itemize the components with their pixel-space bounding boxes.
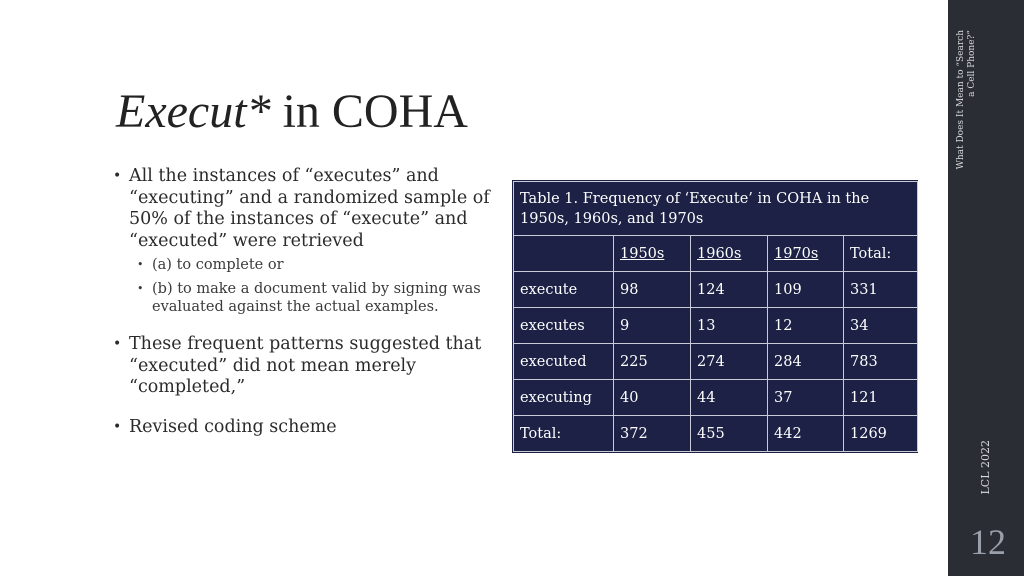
- sidebar-event: [978, 440, 996, 500]
- bullet-dot-icon: •: [113, 168, 122, 184]
- table-header-cell: Total:: [844, 236, 918, 272]
- sub-bullet-text: (b) to make a document valid by signing was evaluated against the actual examples.: [152, 281, 481, 315]
- table-row: [514, 272, 918, 308]
- table-cell: 13: [691, 308, 768, 344]
- table-header-row: [514, 236, 918, 272]
- frequency-table: [512, 180, 918, 453]
- table-cell: executed: [514, 344, 614, 380]
- table-row: [514, 380, 918, 416]
- title-italic: Execut*: [116, 85, 271, 138]
- table-cell: 455: [691, 416, 768, 452]
- bullet-text: All the instances of “executes” and “executing” and a randomized sample of 50% of the instances of “execute” and “executed” were retrieved: [129, 166, 490, 251]
- bullet-dot-icon: •: [113, 336, 122, 352]
- table-header-cell: 1970s: [768, 236, 844, 272]
- title-rest: in COHA: [270, 85, 468, 138]
- bullet-item: [110, 334, 490, 399]
- table-cell: 37: [768, 380, 844, 416]
- sidebar-title: [956, 30, 998, 170]
- slide-title: [116, 84, 468, 140]
- table-cell: 124: [691, 272, 768, 308]
- bullet-item: [110, 166, 490, 252]
- table-row: [514, 308, 918, 344]
- table-cell: 783: [844, 344, 918, 380]
- table-cell: 12: [768, 308, 844, 344]
- table-header-cell: [514, 236, 614, 272]
- table-cell: 442: [768, 416, 844, 452]
- table-header-cell: 1960s: [691, 236, 768, 272]
- table-cell: executes: [514, 308, 614, 344]
- bullet-text: These frequent patterns suggested that “executed” did not mean merely “completed,”: [129, 334, 482, 397]
- table-cell: 34: [844, 308, 918, 344]
- table-cell: 9: [614, 308, 691, 344]
- table-cell: executing: [514, 380, 614, 416]
- table-cell: 225: [614, 344, 691, 380]
- bullet-text: Revised coding scheme: [129, 416, 337, 437]
- table-cell: 284: [768, 344, 844, 380]
- table-cell: 98: [614, 272, 691, 308]
- sidebar-event-text: LCL 2022: [979, 440, 992, 495]
- bullet-item: [110, 417, 490, 439]
- table-cell: 121: [844, 380, 918, 416]
- sidebar-title-text: What Does It Mean to “Search a Cell Phone?”: [956, 30, 977, 170]
- table-cell: 109: [768, 272, 844, 308]
- sub-bullet-item: [110, 280, 490, 316]
- table-cell: 1269: [844, 416, 918, 452]
- page-number: 12: [970, 522, 1006, 562]
- sub-bullet-dot-icon: •: [137, 258, 144, 271]
- table-cell: 40: [614, 380, 691, 416]
- table-cell: execute: [514, 272, 614, 308]
- table-header-cell: 1950s: [614, 236, 691, 272]
- sub-bullet-dot-icon: •: [137, 282, 144, 295]
- sub-bullet-text: (a) to complete or: [152, 257, 284, 273]
- table-cell: 44: [691, 380, 768, 416]
- table-row: [514, 344, 918, 380]
- table-cell: Total:: [514, 416, 614, 452]
- table-row: [514, 416, 918, 452]
- sub-bullet-item: [110, 256, 490, 274]
- table-cell: 274: [691, 344, 768, 380]
- table-cell: 372: [614, 416, 691, 452]
- table-caption: Table 1. Frequency of ‘Execute’ in COHA in the 1950s, 1960s, and 1970s: [514, 182, 918, 236]
- table-cell: 331: [844, 272, 918, 308]
- bullet-dot-icon: •: [113, 418, 122, 435]
- bullet-list: [110, 166, 490, 438]
